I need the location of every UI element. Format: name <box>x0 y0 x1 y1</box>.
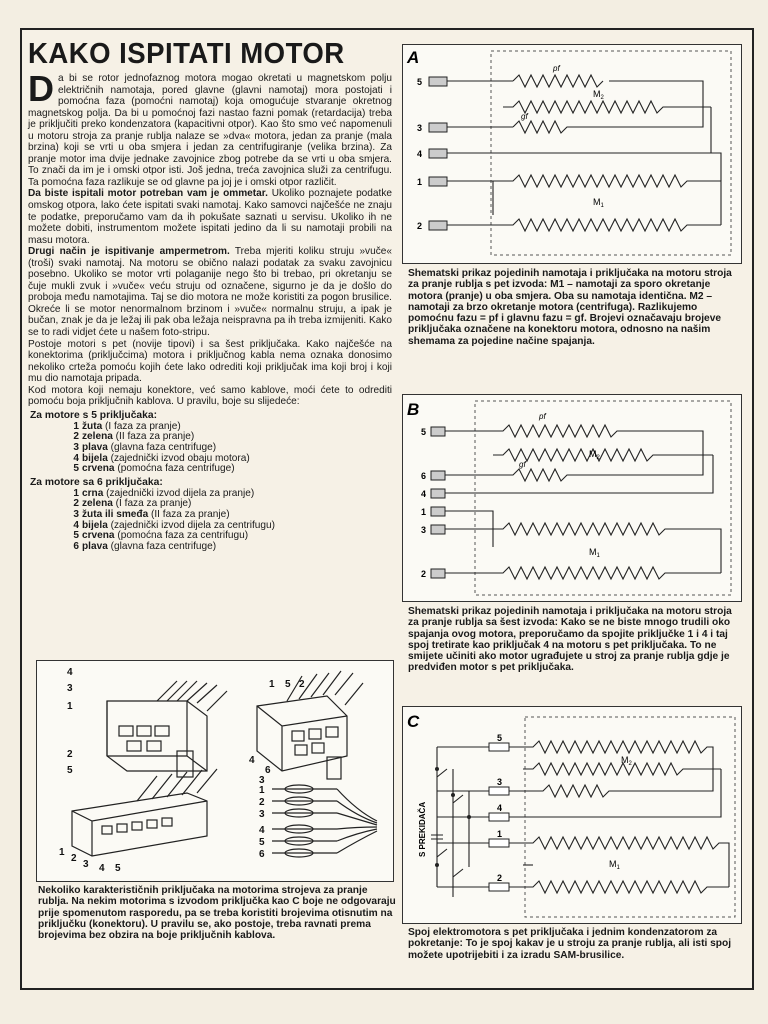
photo-label: 1 <box>59 847 65 858</box>
drop-cap: D <box>28 68 54 109</box>
gf-label: gf <box>521 112 528 121</box>
photo-label: 5 <box>67 765 73 776</box>
connector-illustration <box>36 660 394 882</box>
list6-heading: Za motore sa 6 priključaka: <box>30 476 163 488</box>
m2-label: $M_2$ <box>589 449 600 461</box>
photo-label: 2 <box>259 797 265 808</box>
figure-c <box>402 706 742 924</box>
photo-label: 1 <box>259 785 265 796</box>
photo-label: 2 <box>299 679 305 690</box>
caption-b: Shematski prikaz pojedinih namotaja i priključaka na motoru stroja za pranje rublja sa šest izvoda: Kako se ne biste mnogo trudili oko spajanja ovog motora, preporučamo da spojite priključke 1 i 4 i taj spoj tretirate kao priključak 4 na motoru s pet priključaka. To ne smijete učiniti ako motor ugrađujete u stroj za pranje rublja gdje je predviđen motor s pet priključaka. <box>408 606 732 674</box>
m1-label: $M_1$ <box>609 859 620 871</box>
photo-caption: Nekoliko karakterističnih priključaka na motorima strojeva za pranje rublja. Na nekim motorima s izvodom priključka kao C boje ne odgovaraju prije spomenutom rasporedu, pa se treba koristiti brojevima otisnutim na priključku (konektoru). U pravilu se, ako postoje, treba ravnati prema brojevima bez obzira na boje priključnih kablova. <box>38 885 396 942</box>
pf-label: pf <box>539 412 546 421</box>
terminal-label: 3 <box>417 123 423 133</box>
list6 <box>68 489 392 553</box>
photo-label: 5 <box>259 837 265 848</box>
terminal-label: 2 <box>421 569 427 579</box>
photo-label: 5 <box>115 863 121 874</box>
photo-label: 6 <box>265 765 271 776</box>
terminal-label: 1 <box>417 177 423 187</box>
terminal-label: 4 <box>417 149 423 159</box>
list-item: 5 crvena (pomoćna faza za centrifugu) <box>73 530 249 542</box>
photo-label: 5 <box>285 679 291 690</box>
terminal-label: 4 <box>421 489 427 499</box>
left-column <box>28 40 392 552</box>
m1-label: $M_1$ <box>593 197 604 209</box>
photo-label: 4 <box>249 755 255 766</box>
schematic-b <box>403 395 741 601</box>
m1-label: $M_1$ <box>589 547 600 559</box>
pf-label: pf <box>553 64 560 73</box>
terminal-label: 6 <box>421 471 427 481</box>
gf-label: gf <box>519 460 526 469</box>
list-item: 3 plava (glavna faza centrifuge) <box>73 442 217 454</box>
paragraph-connectors: Postoje motori s pet (novije tipovi) i sa šest priključaka. Kako najčešće na konektorima (priključcima) motora i priključnog kabla nema oznaka donosimo nekoliko crteža pomoću kojih ćete lako odrediti koji priključak ima koji broj i koji mu dio namotaja pripada. <box>28 338 392 385</box>
list-item: 6 plava (glavna faza centrifuge) <box>73 540 217 552</box>
intro-paragraph: Da bi se rotor jednofaznog motora mogao okretati u magnetskom polju električnih namotaja, pored glavne (glavni namotaj) mora postojati i pomoćna faza (pomoćni namotaj) koja omogućuje stvaranje okretnog magnetskog polja. Da bi u pomoćnoj fazi nastao fazni pomak (retardacija) treba je priključiti preko kondenzatora (kapacitivni otpor). Kao što smo već napomenuli u motoru stroja za pranje rublja nalaze se »dva« motora, jedan za pranje (mala brzina) koji se vrti u oba smjera i jedan za centrifugiranje (velika brzina). Za pranje motor ima dvije jednake zavojnice zbog potrebe da se vrti u oba smjera. To znači da im je i omski otpor isti. Još jedna, treća zavojnica služi za centrifugu. Ta pomoćna faza razlikuje se od glavne pa joj je i omski otpor različit. <box>28 68 392 188</box>
photo-label: 3 <box>83 859 89 870</box>
schematic-c <box>403 707 741 923</box>
list-item: 2 zelena (II faza za pranje) <box>73 431 195 443</box>
terminal-label: 3 <box>497 777 503 787</box>
photo-label: 3 <box>67 683 73 694</box>
photo-label: 3 <box>259 775 265 786</box>
photo-label: 2 <box>71 853 77 864</box>
terminal-label: 4 <box>497 803 503 813</box>
terminal-label: 2 <box>417 221 423 231</box>
photo-label: 4 <box>259 825 265 836</box>
terminal-label: 1 <box>421 507 427 517</box>
connector-drawing <box>37 661 393 881</box>
photo-label: 4 <box>67 667 73 678</box>
m2-label: $M_2$ <box>593 89 604 101</box>
list-item: 1 žuta (I faza za pranje) <box>73 420 181 432</box>
figure-a <box>402 44 742 264</box>
paragraph-ammeter: Drugi način je ispitivanje ampermetrom. Treba mjeriti koliku struju »vuče« (troši) svaki namotaj. Na motoru se obično nalazi podatak za svaku zavojnicu posebno. Ukoliko se motor vrti polaganije nego što bi trebao, pri okretanju se čuje mukli zvuk i »vuče« veću struju od označene, sigurno je da je došlo do proboja među namotajima. Taj se dio motora ne može koristiti za pogon brusilice. Okreće li se motor nenormalnom brzinom i »vuče« normalnu struju, a ipak je bučan, znak je da je ležaj ili pak oba ležaja neispravna pa ih treba izmijeniti. Kako se to radi vidjet ćete u našem foto-stripu. <box>28 246 392 339</box>
figure-letter: C <box>407 712 420 731</box>
photo-label: 1 <box>67 701 73 712</box>
list-item: 1 crna (zajednički izvod dijela za pranje) <box>73 487 255 499</box>
switch-label: S PREKIDAČA <box>418 801 427 857</box>
terminal-label: 5 <box>417 77 423 87</box>
schematic-a <box>403 45 741 263</box>
list-item: 5 crvena (pomoćna faza centrifuge) <box>73 463 235 475</box>
caption-a: Shematski prikaz pojedinih namotaja i priključaka na motoru stroja za pranje rublja s pet izvoda: M1 – namotaji za sporo okretanje motora (pranje) u oba smjera. Oba su namotaja identična. M2 – namotaji za brzo okretanje motora (centrifuga). Razlikujemo pomoćnu fazu = pf i glavnu fazu = gf. Brojevi označavaju brojeve priključaka označene na konektoru motora, odnosno na našim shemama za pojedine načine spajanja. <box>408 268 732 347</box>
photo-label: 3 <box>259 809 265 820</box>
list5 <box>68 422 392 475</box>
list5-heading: Za motore s 5 priključaka: <box>30 409 158 421</box>
photo-label: 4 <box>99 863 105 874</box>
list-item: 4 bijela (zajednički izvod obaju motora) <box>73 452 250 464</box>
terminal-label: 2 <box>497 873 503 883</box>
figure-b <box>402 394 742 602</box>
photo-label: 6 <box>259 849 265 860</box>
photo-label: 2 <box>67 749 73 760</box>
figure-letter: B <box>407 400 420 419</box>
article-title: KAKO ISPITATI MOTOR <box>28 38 345 70</box>
caption-c: Spoj elektromotora s pet priključaka i jednim kondenzatorom za pokretanje: To je spoj kakav je u stroju za pranje rublja, ali isti spoj možete upotrijebiti i za izradu SAM-brusilice. <box>408 927 732 961</box>
terminal-label: 5 <box>421 427 427 437</box>
list-item: 3 žuta ili smeđa (II faza za pranje) <box>73 509 230 521</box>
list-item: 4 bijela (zajednički izvod dijela za centrifugu) <box>73 519 276 531</box>
terminal-label: 1 <box>497 829 503 839</box>
terminal-label: 5 <box>497 733 503 743</box>
photo-label: 1 <box>269 679 275 690</box>
list-item: 2 zelena (I faza za pranje) <box>73 498 192 510</box>
terminal-label: 3 <box>421 525 427 535</box>
figure-letter: A <box>407 48 420 67</box>
m2-label: $M_2$ <box>621 755 632 767</box>
article-body <box>28 68 392 408</box>
paragraph-cables: Kod motora koji nemaju konektore, već samo kablove, moći ćete to odrediti pomoću boja priključnih kablova. U pravilu, boje su slijedeće: <box>28 384 392 408</box>
paragraph-ohmmeter: Da biste ispitali motor potreban vam je ommetar. Ukoliko poznajete podatke omskog otpora, lako ćete ispitati svaki namotaj. Kako samovci najčešće ne znaju te podatke, preporučamo vam da ih pokušate saznati u servisu. Ukoliko ih ne možete dobiti, instrumentom možete ispitati jedino da li su namotaji probili na masu motora. <box>28 188 392 246</box>
